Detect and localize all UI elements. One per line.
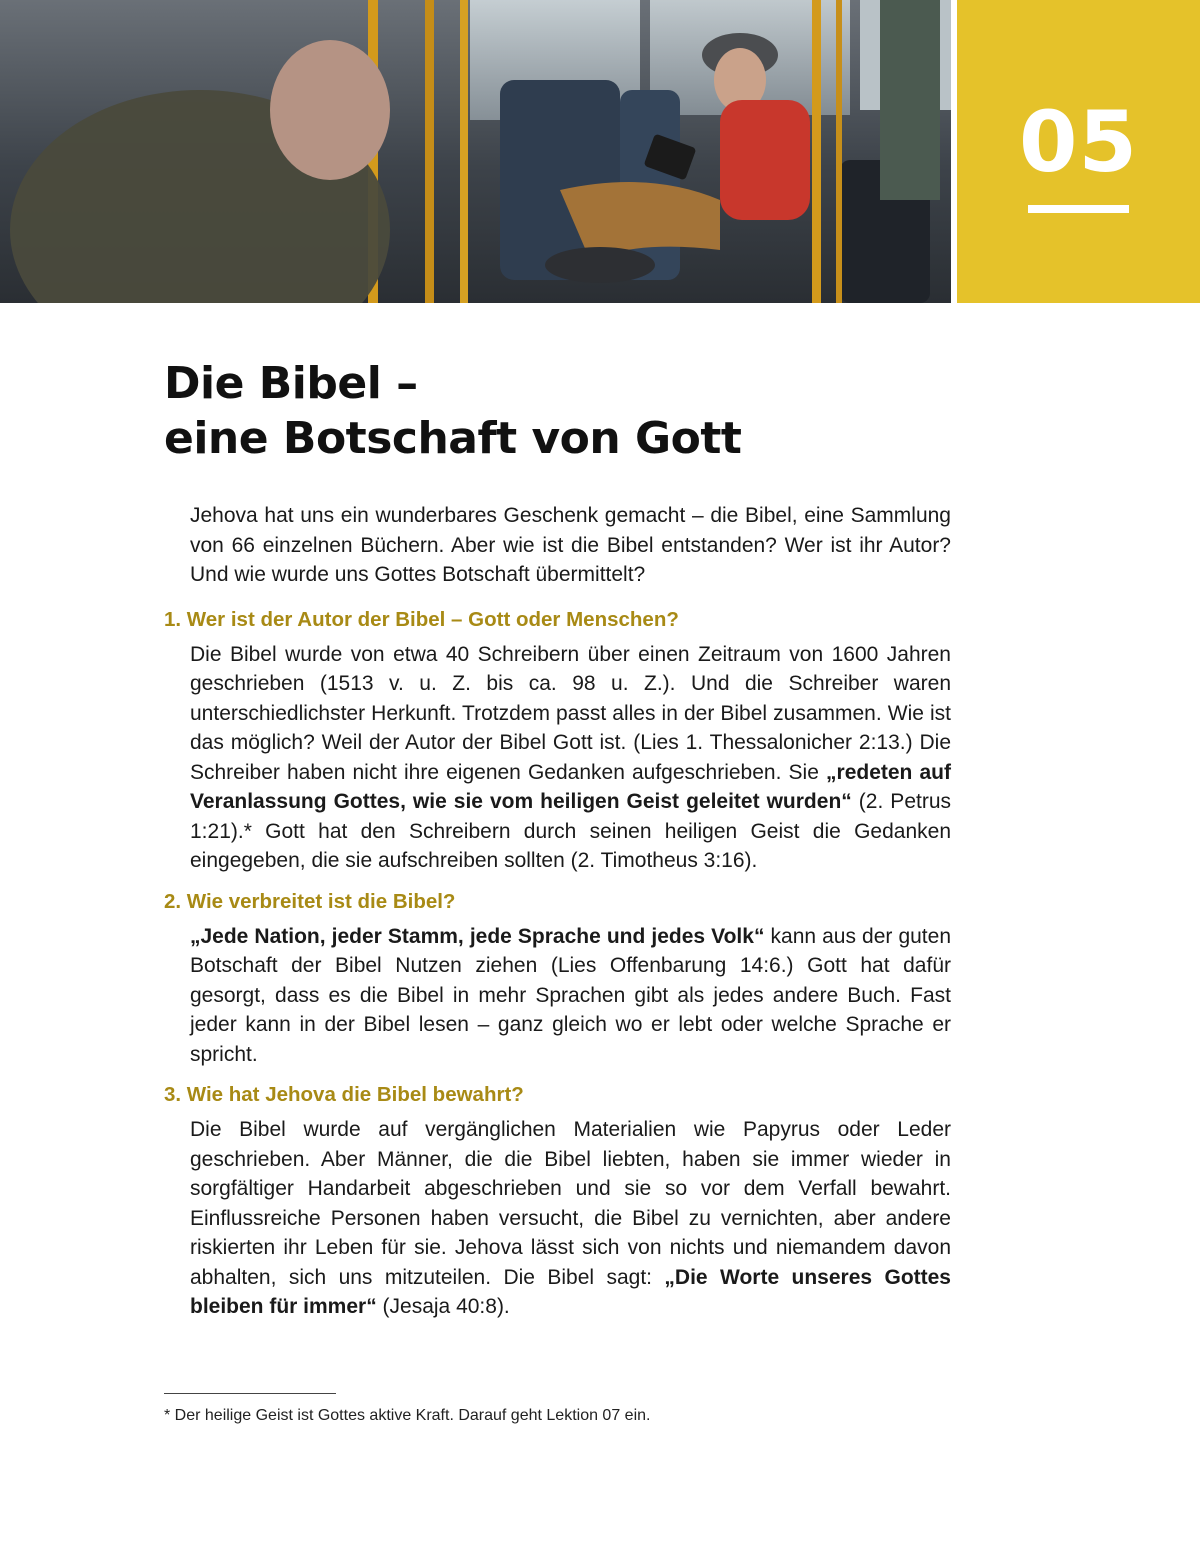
section-1 [164,606,951,876]
text-run: Die Bibel wurde von etwa 40 Schreibern über einen Zeitraum von 1600 Jahren geschrieben (1513 v. u. Z. bis ca. 98 u. Z.). Und die Schreiber waren unterschiedlichster Herkunft. Trotzdem passt alles in der Bibel zusammen. Wie ist das möglich? Weil der Autor der Bibel Gott ist. (Lies 1. Thessalonicher 2:13.) Die Schreiber haben nicht ihre eigenen Gedanken aufgeschrieben. Sie [190,642,951,784]
lesson-content [164,501,951,1334]
section-2 [164,888,951,1070]
question-heading: 2. Wie verbreitet ist die Bibel? [164,889,456,913]
text-run: Die Bibel wurde auf vergänglichen Materialien wie Papyrus oder Leder geschrieben. Aber Männer, die die Bibel liebten, haben sie immer wieder in sorgfältiger Handarbeit abgeschrieben und sie so vor dem Verfall bewahrt. Einflussreiche Personen haben versucht, die Bibel zu vernichten, aber andere riskierten ihr Leben für sie. Jehova lässt sich von nichts und niemandem davon abhalten, sich uns mitzuteilen. Die Bibel sagt: [190,1118,951,1289]
bus-scene-illustration [0,0,951,303]
page-title [164,356,741,466]
question-heading: 3. Wie hat Jehova die Bibel bewahrt? [164,1083,524,1106]
text-run: (2. Petrus 1:21).* Gott hat den Schreibern durch seinen heiligen Geist die Gedanken eingegeben, die sie aufschreiben sollten (2. Timotheus 3:16). [190,790,952,872]
badge-underline [1028,205,1129,213]
bold-quote: „redeten auf Veranlassung Gottes, wie sie vom heiligen Geist geleitet wurden“ [190,760,951,813]
question-heading: 1. Wer ist der Autor der Bibel – Gott oder Menschen? [164,607,679,631]
lesson-number: 05 [1019,93,1138,191]
section-paragraph [190,640,951,876]
title-line-1: Die Bibel – [164,358,418,409]
text-run: kann aus der guten Botschaft der Bibel Nutzen ziehen (Lies Offenbarung 14:6.) Gott hat dafür gesorgt, dass es die Bibel in mehr Sprachen gibt als jedes andere Buch. Fast jeder kann in der Bibel lesen – ganz gleich wo er lebt oder welche Sprache er spricht. [190,924,952,1066]
section-3 [164,1081,951,1322]
section-paragraph [190,1115,951,1322]
bold-quote: „Jede Nation, jeder Stamm, jede Sprache und jedes Volk“ [190,924,765,948]
section-paragraph [190,922,951,1070]
title-line-2: eine Botschaft von Gott [164,413,742,464]
footnote: * Der heilige Geist ist Gottes aktive Kraft. Darauf geht Lektion 07 ein. [164,1407,651,1424]
lesson-badge [957,0,1200,303]
intro-paragraph: Jehova hat uns ein wunderbares Geschenk gemacht – die Bibel, eine Sammlung von 66 einzelnen Büchern. Aber wie ist die Bibel entstanden? Wer ist ihr Autor? Und wie wurde uns Gottes Botschaft übermittelt? [190,504,951,586]
bold-quote: „Die Worte unseres Gottes bleiben für immer“ [190,1265,951,1318]
hero-photo [0,0,951,303]
text-run: (Jesaja 40:8). [376,1295,510,1318]
footnote-divider [164,1393,336,1394]
